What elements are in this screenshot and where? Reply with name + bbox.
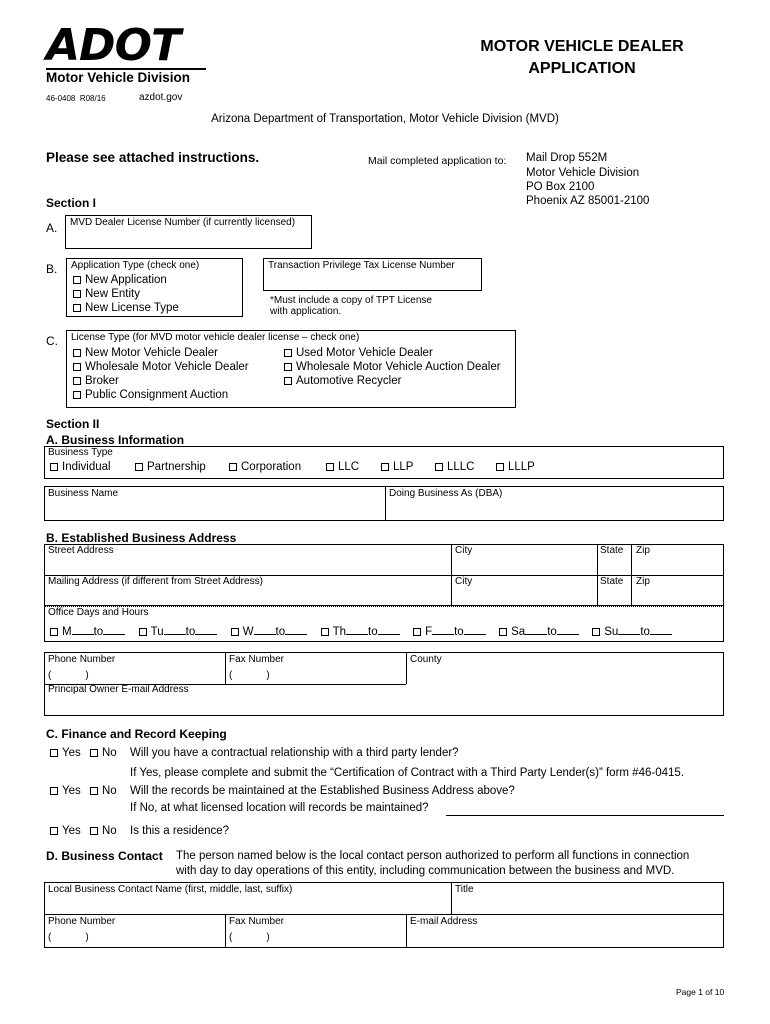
- contact-name-field[interactable]: Local Business Contact Name (first, middle, last, suffix): [48, 884, 293, 895]
- mailing-state-field[interactable]: State: [600, 576, 624, 587]
- tpt-note-line1: *Must include a copy of TPT License: [270, 295, 432, 306]
- mailing-address-field[interactable]: Mailing Address (if different from Street Address): [48, 576, 263, 587]
- checkbox-icon: [50, 628, 58, 636]
- owner-email-field[interactable]: Principal Owner E-mail Address: [48, 684, 189, 695]
- checkbox-icon: [321, 628, 329, 636]
- checkbox-icon: [284, 349, 292, 357]
- phone-area-code: ( ): [48, 670, 89, 681]
- checkbox-icon: [139, 628, 147, 636]
- section1-b-letter: B.: [46, 262, 58, 276]
- business-type-label: Business Type: [48, 447, 113, 458]
- adot-logo: ADOT: [46, 20, 180, 71]
- day-wednesday[interactable]: W to: [231, 624, 307, 638]
- checkbox-icon: [435, 463, 443, 471]
- divider: [44, 914, 724, 915]
- automotive-recycler-checkbox[interactable]: Automotive Recycler: [284, 375, 401, 387]
- contact-title-field[interactable]: Title: [455, 884, 474, 895]
- divider: [451, 882, 452, 914]
- divider: [406, 914, 407, 948]
- state-field[interactable]: State: [600, 545, 624, 556]
- mail-label: Mail completed application to:: [368, 155, 507, 167]
- mailing-city-field[interactable]: City: [455, 576, 473, 587]
- website: azdot.gov: [139, 92, 183, 103]
- section2-title: Section II: [46, 417, 100, 431]
- q3-yes-checkbox[interactable]: Yes: [50, 825, 81, 837]
- contact-phone-area-code: ( ): [48, 932, 89, 943]
- contact-fax-field[interactable]: Fax Number: [229, 916, 285, 927]
- dealer-license-field[interactable]: [65, 215, 312, 249]
- checkbox-icon: [496, 463, 504, 471]
- day-tuesday[interactable]: Tu to: [139, 624, 218, 638]
- page-number: Page 1 of 10: [676, 987, 725, 997]
- checkbox-icon: [50, 463, 58, 471]
- divider: [406, 652, 407, 684]
- llc-checkbox[interactable]: LLC: [326, 461, 359, 473]
- mail-line1: Mail Drop 552M: [526, 152, 608, 164]
- county-field[interactable]: County: [410, 654, 442, 665]
- section1-a-letter: A.: [46, 221, 58, 235]
- wholesale-auction-dealer-checkbox[interactable]: Wholesale Motor Vehicle Auction Dealer: [284, 361, 501, 373]
- office-hours-label: Office Days and Hours: [48, 607, 149, 618]
- q2-no-checkbox[interactable]: No: [90, 785, 117, 797]
- corporation-checkbox[interactable]: Corporation: [229, 461, 301, 473]
- mail-line3: PO Box 2100: [526, 181, 595, 193]
- checkbox-icon: [73, 349, 81, 357]
- checkbox-icon: [381, 463, 389, 471]
- broker-checkbox[interactable]: Broker: [73, 375, 119, 387]
- checkbox-icon: [50, 749, 58, 757]
- zip-field[interactable]: Zip: [636, 545, 650, 556]
- checkbox-icon: [90, 787, 98, 795]
- office-hours-box: [44, 606, 724, 642]
- q3-text: Is this a residence?: [130, 825, 230, 837]
- street-address-field[interactable]: Street Address: [48, 545, 114, 556]
- checkbox-icon: [90, 749, 98, 757]
- day-thursday[interactable]: Th to: [321, 624, 400, 638]
- page-title-line1: MOTOR VEHICLE DEALER: [480, 38, 684, 55]
- day-saturday[interactable]: Sa to: [499, 624, 579, 638]
- application-type-label: Application Type (check one): [71, 260, 200, 271]
- records-location-line[interactable]: [446, 815, 724, 816]
- contact-description-line1: The person named below is the local contact person authorized to perform all functions in connection: [176, 850, 690, 862]
- checkbox-icon: [326, 463, 334, 471]
- tpt-license-field[interactable]: [263, 258, 482, 291]
- divider: [225, 652, 226, 684]
- application-type-box: [66, 258, 243, 317]
- dba-field[interactable]: Doing Business As (DBA): [389, 488, 503, 499]
- checkbox-icon: [592, 628, 600, 636]
- divider: [451, 544, 452, 606]
- wholesale-motor-vehicle-dealer-checkbox[interactable]: Wholesale Motor Vehicle Dealer: [73, 361, 249, 373]
- license-type-label: License Type (for MVD motor vehicle dealer license – check one): [71, 332, 360, 343]
- contact-fax-area-code: ( ): [229, 932, 270, 943]
- contact-phone-field[interactable]: Phone Number: [48, 916, 116, 927]
- lllc-checkbox[interactable]: LLLC: [435, 461, 475, 473]
- day-monday[interactable]: M to: [50, 624, 125, 638]
- dealer-license-label: MVD Dealer License Number (if currently licensed): [70, 217, 296, 228]
- mail-line4: Phoenix AZ 85001-2100: [526, 195, 650, 207]
- day-friday[interactable]: F to: [413, 624, 486, 638]
- section1-c-letter: C.: [46, 334, 58, 348]
- checkbox-icon: [73, 304, 81, 312]
- public-consignment-auction-checkbox[interactable]: Public Consignment Auction: [73, 389, 228, 401]
- tpt-note-line2: with application.: [270, 306, 342, 317]
- division-name: Motor Vehicle Division: [46, 70, 191, 85]
- used-motor-vehicle-dealer-checkbox[interactable]: Used Motor Vehicle Dealer: [284, 347, 433, 359]
- page-title-line2: APPLICATION: [528, 60, 636, 77]
- mailing-zip-field[interactable]: Zip: [636, 576, 650, 587]
- q1-yes-checkbox[interactable]: Yes: [50, 747, 81, 759]
- checkbox-icon: [50, 827, 58, 835]
- business-contact-heading: D. Business Contact: [46, 849, 163, 863]
- q1-text: Will you have a contractual relationship with a third party lender?: [130, 747, 459, 759]
- business-name-row: [44, 486, 724, 521]
- checkbox-icon: [73, 363, 81, 371]
- divider: [631, 544, 632, 606]
- divider: [225, 914, 226, 948]
- checkbox-icon: [229, 463, 237, 471]
- checkbox-icon: [73, 290, 81, 298]
- checkbox-icon: [284, 363, 292, 371]
- checkbox-icon: [73, 391, 81, 399]
- instructions-note: Please see attached instructions.: [46, 150, 260, 165]
- checkbox-icon: [73, 276, 81, 284]
- q3-no-checkbox[interactable]: No: [90, 825, 117, 837]
- phone-number-field[interactable]: Phone Number: [48, 654, 116, 665]
- license-type-box: [66, 330, 516, 408]
- checkbox-icon: [284, 377, 292, 385]
- business-info-heading: A. Business Information: [46, 433, 185, 447]
- mail-line2: Motor Vehicle Division: [526, 167, 640, 179]
- form-number: 46-0408 R08/16: [46, 94, 106, 103]
- checkbox-icon: [90, 827, 98, 835]
- individual-checkbox[interactable]: Individual: [50, 461, 111, 473]
- fax-area-code: ( ): [229, 670, 270, 681]
- q1-no-checkbox[interactable]: No: [90, 747, 117, 759]
- checkbox-icon: [50, 787, 58, 795]
- q2-note: If No, at what licensed location will records be maintained?: [130, 802, 429, 814]
- fax-number-field[interactable]: Fax Number: [229, 654, 285, 665]
- new-motor-vehicle-dealer-checkbox[interactable]: New Motor Vehicle Dealer: [73, 347, 218, 359]
- checkbox-icon: [499, 628, 507, 636]
- new-entity-checkbox[interactable]: New Entity: [73, 288, 140, 300]
- partnership-checkbox[interactable]: Partnership: [135, 461, 206, 473]
- divider: [385, 486, 386, 521]
- llp-checkbox[interactable]: LLP: [381, 461, 413, 473]
- department-line: Arizona Department of Transportation, Motor Vehicle Division (MVD): [211, 113, 559, 125]
- new-license-type-checkbox[interactable]: New License Type: [73, 302, 179, 314]
- checkbox-icon: [73, 377, 81, 385]
- q2-yes-checkbox[interactable]: Yes: [50, 785, 81, 797]
- city-field[interactable]: City: [455, 545, 473, 556]
- business-address-heading: B. Established Business Address: [46, 531, 237, 545]
- divider: [597, 544, 598, 606]
- contact-description-line2: with day to day operations of this entity, including communication between the business and MVD.: [176, 865, 675, 877]
- business-type-box: [44, 446, 724, 479]
- new-application-checkbox[interactable]: New Application: [73, 274, 167, 286]
- contact-email-field[interactable]: E-mail Address: [410, 916, 478, 927]
- tpt-license-label: Transaction Privilege Tax License Number: [268, 260, 455, 271]
- section1-title: Section I: [46, 196, 97, 210]
- office-days-row: [50, 622, 681, 640]
- finance-heading: C. Finance and Record Keeping: [46, 727, 227, 741]
- day-sunday[interactable]: Su to: [592, 624, 672, 638]
- checkbox-icon: [135, 463, 143, 471]
- q2-text: Will the records be maintained at the Established Business Address above?: [130, 785, 515, 797]
- business-name-field[interactable]: Business Name: [48, 488, 119, 499]
- checkbox-icon: [413, 628, 421, 636]
- q1-note: If Yes, please complete and submit the “Certification of Contract with a Third Party Lender(s)” form #46-0415.: [130, 767, 684, 779]
- lllp-checkbox[interactable]: LLLP: [496, 461, 535, 473]
- checkbox-icon: [231, 628, 239, 636]
